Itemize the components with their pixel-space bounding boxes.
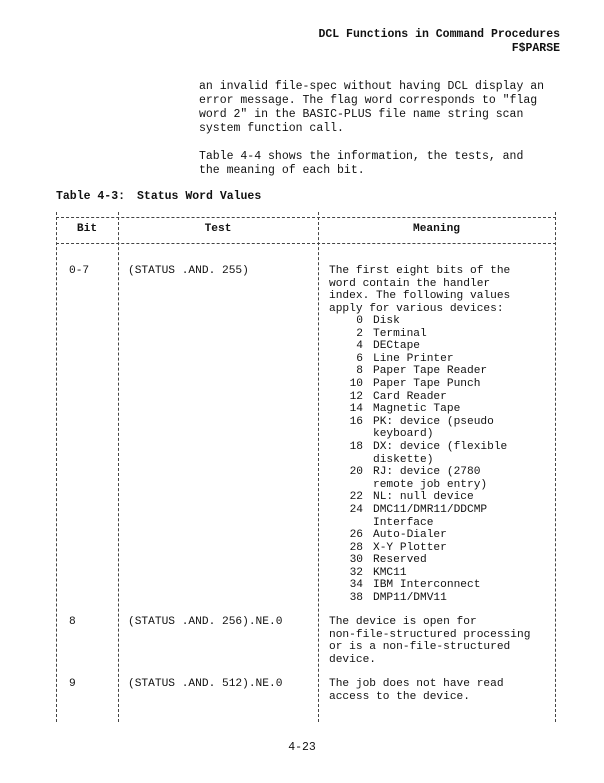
device-name: IBM Interconnect bbox=[373, 579, 481, 592]
column-header-bit: Bit bbox=[76, 223, 98, 235]
device-entry bbox=[335, 391, 507, 404]
device-name: Reserved bbox=[373, 554, 427, 567]
device-name: NL: null device bbox=[373, 491, 474, 504]
row-1-meaning: The first eight bits of the word contain the handler index. The following values apply for various devices: bbox=[329, 265, 511, 315]
row-3-bit: 9 bbox=[69, 678, 76, 690]
device-entry bbox=[335, 466, 507, 491]
device-entry bbox=[335, 567, 507, 580]
device-name: X-Y Plotter bbox=[373, 541, 447, 554]
device-entry bbox=[335, 340, 507, 353]
device-name: DMP11/DMV11 bbox=[373, 592, 447, 605]
device-entry bbox=[335, 403, 507, 416]
device-name: KMC11 bbox=[373, 566, 407, 579]
device-name: Terminal bbox=[373, 327, 427, 340]
device-code: 0 bbox=[356, 315, 363, 327]
device-name: DECtape bbox=[373, 340, 420, 353]
device-name: RJ: device (2780 remote job entry) bbox=[373, 466, 488, 491]
table-caption bbox=[56, 190, 261, 203]
device-name: Disk bbox=[373, 315, 400, 327]
table-header-rule bbox=[56, 243, 556, 244]
table-right-rule bbox=[555, 212, 556, 722]
device-code: 4 bbox=[356, 340, 363, 353]
device-entry bbox=[335, 441, 507, 466]
device-code: 10 bbox=[349, 377, 363, 390]
device-code: 20 bbox=[349, 466, 363, 479]
device-code: 30 bbox=[349, 554, 363, 567]
row-3-test: (STATUS .AND. 512).NE.0 bbox=[128, 678, 283, 690]
row-2-test: (STATUS .AND. 256).NE.0 bbox=[128, 616, 283, 628]
device-code: 6 bbox=[356, 352, 363, 365]
table-caption-title: Status Word Values bbox=[137, 190, 262, 203]
row-2-meaning: The device is open for non-file-structured processing or is a non-file-structured device. bbox=[329, 616, 531, 666]
table-column-rule-1 bbox=[118, 212, 119, 722]
body-text bbox=[199, 80, 569, 178]
row-3-meaning: The job does not have read access to the device. bbox=[329, 678, 504, 703]
table-left-rule bbox=[56, 212, 57, 722]
device-entry bbox=[335, 416, 507, 441]
device-name: Magnetic Tape bbox=[373, 403, 461, 416]
device-name: DMC11/DMR11/DDCMP Interface bbox=[373, 503, 488, 529]
device-name: Paper Tape Punch bbox=[373, 377, 481, 390]
device-entry bbox=[335, 365, 507, 378]
device-code: 34 bbox=[349, 579, 363, 592]
column-header-meaning: Meaning bbox=[413, 223, 460, 235]
column-header-test: Test bbox=[204, 223, 232, 235]
device-entry bbox=[335, 378, 507, 391]
device-code: 14 bbox=[349, 403, 363, 416]
device-entry bbox=[335, 592, 507, 605]
row-1-bit: 0-7 bbox=[69, 265, 90, 277]
device-entry bbox=[335, 579, 507, 592]
running-header bbox=[318, 28, 560, 56]
device-code: 32 bbox=[349, 566, 363, 579]
table-column-rule-2 bbox=[318, 212, 319, 722]
row-1-test: (STATUS .AND. 255) bbox=[128, 265, 249, 277]
row-2-bit: 8 bbox=[69, 616, 76, 628]
paragraph-1: an invalid file-spec without having DCL display an error message. The flag word corresponds to "flag word 2" in the BASIC-PLUS file name string scan system function call. bbox=[199, 80, 545, 135]
device-code: 8 bbox=[356, 365, 363, 378]
device-name: PK: device (pseudo keyboard) bbox=[373, 415, 494, 441]
device-code: 16 bbox=[349, 415, 363, 428]
paragraph-2: Table 4-4 shows the information, the tests, and the meaning of each bit. bbox=[199, 150, 524, 177]
device-name: DX: device (flexible diskette) bbox=[373, 440, 508, 466]
device-entry bbox=[335, 542, 507, 555]
device-entry bbox=[335, 529, 507, 542]
table-caption-number: Table 4-3: bbox=[56, 190, 126, 203]
device-code: 26 bbox=[349, 529, 363, 542]
device-entry bbox=[335, 504, 507, 529]
device-entry bbox=[335, 328, 507, 341]
device-entry bbox=[335, 315, 507, 328]
device-entry bbox=[335, 353, 507, 366]
device-name: Paper Tape Reader bbox=[373, 365, 488, 378]
device-index-list bbox=[335, 315, 507, 605]
header-title: DCL Functions in Command Procedures bbox=[318, 28, 560, 41]
device-code: 38 bbox=[349, 592, 363, 605]
page-number: 4-23 bbox=[288, 741, 316, 754]
device-entry bbox=[335, 491, 507, 504]
device-code: 28 bbox=[349, 541, 363, 554]
device-name: Card Reader bbox=[373, 390, 447, 403]
device-name: Line Printer bbox=[373, 352, 454, 365]
device-code: 18 bbox=[349, 440, 363, 453]
device-code: 24 bbox=[349, 503, 363, 516]
table-top-rule bbox=[56, 217, 556, 218]
device-code: 12 bbox=[349, 390, 363, 403]
status-word-table bbox=[56, 212, 556, 722]
device-entry bbox=[335, 554, 507, 567]
header-function-name: F$PARSE bbox=[511, 42, 560, 55]
device-code: 2 bbox=[356, 327, 363, 340]
device-name: Auto-Dialer bbox=[373, 529, 447, 542]
device-code: 22 bbox=[349, 491, 363, 504]
